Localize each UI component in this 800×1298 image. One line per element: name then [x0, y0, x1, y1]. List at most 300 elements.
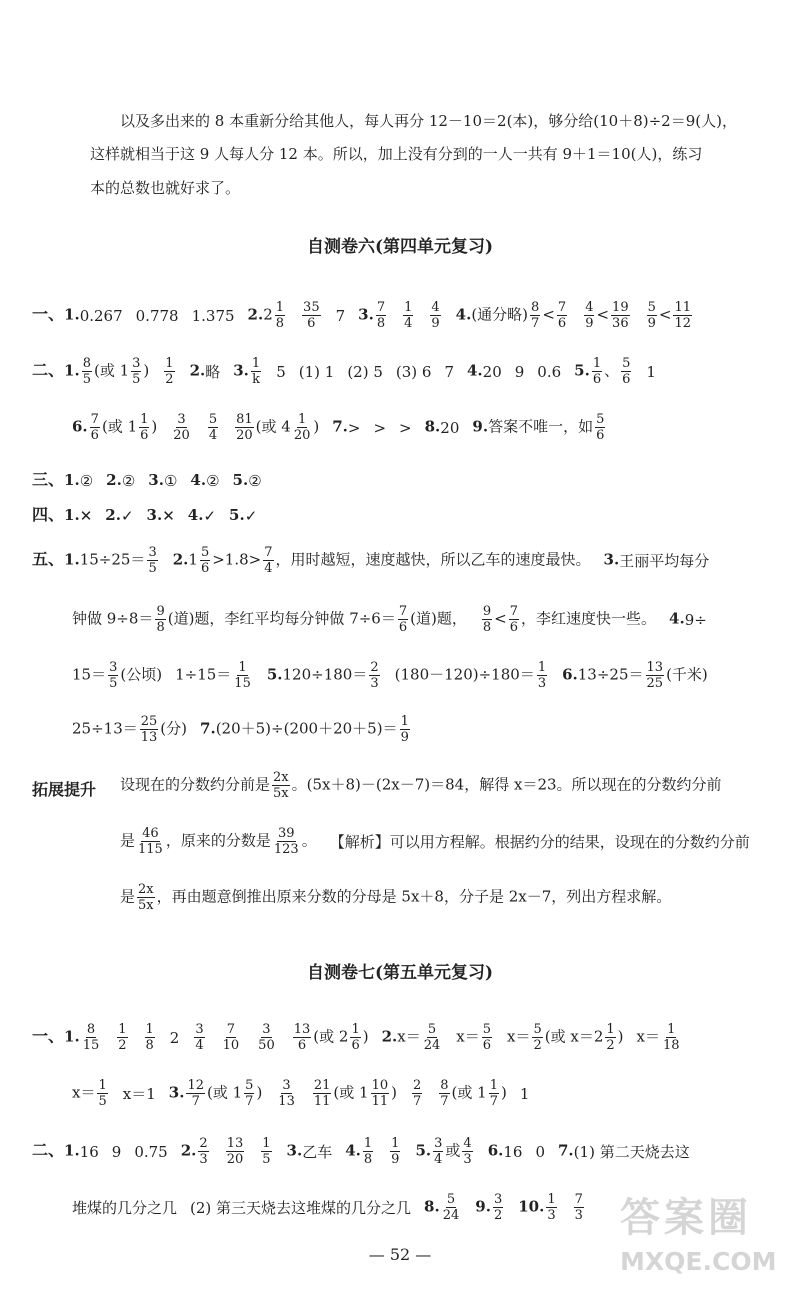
answer-text: 13÷25＝ — [577, 665, 644, 684]
fraction — [509, 604, 519, 635]
fraction-denominator: 10 — [222, 1038, 240, 1053]
answer-text: ) — [362, 1027, 369, 1046]
answer-item — [347, 363, 383, 381]
answer-text: 0 — [535, 1142, 545, 1161]
answer-item — [578, 660, 708, 691]
answer-item — [590, 356, 634, 387]
fraction-numerator: 1 — [547, 1192, 556, 1207]
answer-item — [480, 604, 656, 635]
fraction — [532, 1022, 542, 1053]
fraction-denominator: 6 — [482, 1038, 492, 1053]
answer-text: ) — [143, 361, 150, 380]
answer-item — [444, 363, 454, 381]
fraction-numerator: 3 — [148, 545, 157, 560]
answer-item — [431, 1136, 475, 1167]
answer-item — [120, 826, 317, 857]
question-number: 5. — [266, 665, 283, 684]
watermark-logo — [620, 1192, 790, 1292]
fraction — [430, 300, 440, 331]
fraction-denominator: 15 — [234, 676, 251, 691]
question-number: 6. — [487, 1141, 504, 1160]
answer-item — [471, 300, 569, 331]
question-number: 5. — [574, 361, 590, 380]
fraction-numerator: 81 — [236, 412, 253, 427]
answer-text: (20＋5)÷(200＋20＋5)＝ — [215, 719, 398, 738]
answer-text: (180－120)÷180＝ — [394, 665, 535, 684]
fraction-numerator: 9 — [156, 604, 165, 619]
fraction-denominator: 4 — [195, 1038, 204, 1053]
fraction-denominator: 24 — [442, 1208, 460, 1223]
answer-text: ✕ — [162, 507, 175, 525]
fraction-denominator: 8 — [363, 1152, 373, 1167]
answer-item — [488, 412, 607, 443]
answer-item — [373, 419, 386, 437]
answer-text: 答案不唯一，如 — [488, 417, 594, 436]
answer-text: (1) 1 — [298, 362, 335, 381]
fraction-denominator: 50 — [258, 1038, 275, 1053]
fraction — [400, 714, 410, 745]
section-title-6: 自测卷六(第四单元复习) — [306, 237, 494, 257]
answer-item — [397, 1022, 443, 1053]
answer-item — [162, 356, 176, 387]
fraction-denominator: 36 — [612, 316, 629, 331]
fraction-numerator: 3 — [493, 1192, 503, 1207]
fraction — [147, 545, 157, 576]
fraction-denominator: 5x — [138, 898, 154, 913]
fraction-denominator: 3 — [547, 1208, 556, 1223]
fraction-denominator: 115 — [138, 842, 163, 857]
fraction — [439, 1078, 449, 1109]
fraction — [376, 300, 386, 331]
fraction — [489, 1078, 499, 1109]
answer-item — [361, 1136, 375, 1167]
answer-text: > — [347, 418, 361, 437]
answer-item — [374, 300, 388, 331]
fraction — [398, 604, 408, 635]
answer-item — [164, 472, 177, 490]
answer-row — [32, 545, 722, 576]
answer-text: (2) 5 — [347, 362, 383, 381]
fraction-denominator: 3 — [199, 1152, 208, 1167]
fraction-denominator: 9 — [585, 316, 594, 331]
fraction — [363, 1136, 373, 1167]
answer-text: (3) 6 — [395, 362, 432, 381]
fraction-numerator: 1 — [391, 1136, 400, 1151]
answer-text: ② — [121, 472, 136, 490]
fraction — [263, 545, 273, 576]
answer-text: x＝ — [397, 1027, 421, 1046]
fraction-denominator: 9 — [647, 316, 656, 331]
fraction-denominator: 8 — [145, 1038, 154, 1053]
answer-item — [72, 604, 467, 635]
answer-text: 120÷180＝ — [282, 665, 368, 684]
fraction — [277, 1078, 296, 1109]
fraction-numerator: 39 — [278, 826, 295, 841]
fraction-numerator: 3 — [262, 1022, 271, 1037]
fraction-denominator: 5 — [262, 1152, 271, 1167]
fraction-denominator: 8 — [275, 316, 285, 331]
answer-text: x＝ — [456, 1027, 480, 1046]
fraction-numerator: 2x — [273, 770, 289, 785]
answer-text: 5 — [276, 362, 286, 381]
answer-item — [205, 361, 220, 382]
fraction-numerator: 8 — [86, 1022, 96, 1037]
answer-text: 1.375 — [191, 306, 235, 325]
question-number: 10. — [518, 1197, 545, 1216]
fraction-numerator: 2 — [412, 1078, 422, 1093]
fraction — [97, 1078, 107, 1109]
fraction-numerator: 19 — [612, 300, 629, 315]
fraction — [137, 882, 155, 913]
answer-text: (道)题， — [410, 609, 467, 628]
fraction-denominator: 3 — [370, 676, 379, 691]
question-number: 1. — [64, 361, 80, 380]
answer-item — [537, 363, 561, 381]
answer-text: 0.778 — [135, 306, 179, 325]
answer-text: 1 — [646, 362, 656, 381]
section-title-7: 自测卷七(第五单元复习) — [306, 963, 494, 983]
answer-text: ，李红速度快一些。 — [521, 609, 657, 628]
watermark-top: 答案圈 — [620, 1195, 752, 1241]
answer-row — [32, 1022, 696, 1053]
question-number: 4. — [187, 506, 204, 524]
fraction — [369, 660, 379, 691]
answer-text: ② — [206, 472, 220, 490]
answer-text: 。 — [301, 831, 317, 850]
question-number: 5. — [232, 471, 249, 489]
fraction-numerator: 9 — [482, 604, 492, 619]
fraction-numerator: 1 — [667, 1022, 676, 1037]
answer-item — [196, 1136, 210, 1167]
section-number: 一、 — [32, 304, 65, 324]
question-number: 2. — [247, 305, 264, 324]
answer-text: 略 — [205, 363, 221, 381]
fraction — [537, 660, 547, 691]
answer-text: >1.8> — [212, 550, 262, 569]
fraction — [261, 1136, 271, 1167]
fraction-denominator: 9 — [400, 730, 409, 745]
fraction-numerator: 25 — [140, 714, 158, 729]
answer-item — [440, 419, 459, 437]
answer-text: 钟做 9÷8＝ — [72, 609, 154, 628]
fraction-denominator: 5 — [109, 676, 118, 691]
fraction-denominator: 4 — [264, 561, 273, 576]
answer-item — [410, 1078, 424, 1109]
fraction-numerator: 2 — [199, 1136, 208, 1151]
fraction-denominator: 8 — [376, 316, 386, 331]
answer-item — [120, 770, 722, 801]
fraction — [164, 356, 174, 387]
answer-item — [515, 363, 525, 381]
answer-row — [32, 1136, 703, 1167]
fraction-numerator: 5 — [482, 1022, 492, 1037]
answer-text: 7 — [444, 362, 454, 381]
answer-item — [283, 660, 382, 691]
answer-item — [120, 882, 671, 913]
section-number: 二、 — [32, 1140, 65, 1160]
answer-item — [72, 714, 187, 745]
fraction-numerator: 3 — [434, 1136, 443, 1151]
fraction-denominator: 8 — [482, 620, 492, 635]
fraction-denominator: 2 — [493, 1208, 503, 1223]
fraction-numerator: 5 — [446, 1192, 456, 1207]
question-number: 3. — [146, 506, 163, 524]
answer-item — [190, 1197, 411, 1218]
fraction-denominator: 7 — [489, 1094, 498, 1109]
fraction — [557, 300, 567, 331]
fraction — [442, 1192, 461, 1223]
fraction-numerator: 13 — [226, 1136, 244, 1151]
fraction — [222, 1022, 241, 1053]
question-number: 4. — [669, 609, 685, 628]
intro-line-1: 以及多出来的 8 本重新分给其他人，每人再分 12－10＝2(本)，够分给(10＋8)÷2＝9(人)， — [120, 112, 737, 130]
fraction-numerator: 3 — [132, 356, 141, 371]
fraction-numerator: 3 — [195, 1022, 204, 1037]
answer-item — [192, 1022, 206, 1053]
answer-text: 9 — [111, 1142, 122, 1161]
answer-row — [72, 714, 425, 745]
extension-line-3 — [120, 882, 684, 913]
answer-text: 15÷25＝ — [79, 550, 146, 569]
answer-text: 1 — [519, 1084, 530, 1103]
answer-text: 是 — [120, 831, 136, 850]
fraction — [482, 604, 492, 635]
answer-item — [582, 300, 631, 331]
answer-text: ② — [79, 472, 94, 490]
answer-item — [503, 1143, 522, 1161]
answer-item — [162, 507, 175, 525]
answer-text: (或 2 — [313, 1027, 349, 1046]
question-number: 3. — [233, 361, 249, 380]
answer-row — [32, 502, 270, 525]
fraction — [208, 412, 218, 443]
section-number: 三、 — [32, 470, 65, 489]
answer-item — [136, 307, 179, 325]
answer-item — [184, 1078, 262, 1109]
answer-text: ✕ — [79, 507, 93, 525]
fraction-numerator: 21 — [313, 1078, 331, 1093]
fraction-numerator: 1 — [140, 412, 149, 427]
answer-item — [348, 419, 361, 437]
fraction-numerator: 1 — [118, 1022, 127, 1037]
answer-text: < — [596, 305, 610, 324]
fraction — [200, 545, 210, 576]
fraction-denominator: 6 — [398, 620, 408, 635]
answer-item — [80, 356, 150, 387]
answer-item — [535, 1143, 545, 1161]
answer-text: x＝ — [636, 1027, 660, 1046]
fraction-denominator: 20 — [293, 428, 311, 443]
fraction-numerator: 46 — [142, 826, 159, 841]
answer-text: ② — [248, 472, 262, 490]
fraction — [273, 826, 300, 857]
question-number: 1. — [64, 1141, 80, 1160]
fraction-denominator: 7 — [531, 316, 540, 331]
fraction-denominator: 7 — [440, 1094, 449, 1109]
fraction — [390, 1136, 400, 1167]
answer-text: x＝ — [507, 1027, 531, 1046]
answer-text: 9 — [514, 362, 525, 381]
fraction — [546, 1192, 556, 1223]
fraction-denominator: 6 — [351, 1038, 360, 1053]
fraction-numerator: 2x — [138, 882, 154, 897]
answer-row — [72, 1192, 599, 1223]
fraction — [673, 300, 692, 331]
answer-text: ) — [151, 417, 158, 436]
answer-text: ) — [391, 1083, 397, 1102]
fraction — [423, 1022, 442, 1053]
fraction-numerator: 1 — [145, 1022, 154, 1037]
question-number: 9. — [475, 1197, 491, 1216]
fraction — [131, 356, 141, 387]
fraction-numerator: 1 — [98, 1078, 107, 1093]
answer-text: 设现在的分数约分前是 — [120, 775, 271, 794]
answer-item — [175, 660, 254, 691]
fraction — [662, 1022, 681, 1053]
fraction-numerator: 5 — [596, 412, 605, 427]
fraction-denominator: 18 — [663, 1038, 680, 1053]
answer-text: 0.267 — [79, 306, 123, 325]
question-number: 2. — [172, 550, 189, 569]
fraction-denominator: 6 — [297, 1038, 307, 1053]
fraction-numerator: 5 — [533, 1022, 542, 1037]
intro-line-2: 这样就相当于这 9 人每人分 12 本。所以，加上没有分到的一人一共有 9＋1＝10(人)，练习 — [90, 145, 703, 163]
section-number: 四、 — [32, 505, 65, 524]
answer-text: (通分略) — [471, 305, 529, 324]
fraction-numerator: 7 — [574, 1192, 583, 1207]
fraction — [302, 300, 321, 331]
fraction-numerator: 2 — [370, 660, 379, 675]
question-number: 1. — [64, 305, 80, 324]
fraction-denominator: 7 — [191, 1094, 200, 1109]
answer-item — [112, 1143, 122, 1161]
fraction-denominator: 3 — [463, 1152, 472, 1167]
fraction-denominator: 7 — [412, 1094, 422, 1109]
fraction-numerator: 7 — [90, 412, 99, 427]
fraction-denominator: 6 — [557, 316, 567, 331]
answer-item — [302, 1141, 332, 1162]
whole-number: 2 — [263, 305, 273, 324]
fraction-denominator: 11 — [371, 1094, 389, 1109]
fraction-numerator: 7 — [398, 604, 408, 619]
fraction — [595, 412, 605, 443]
fraction — [155, 604, 165, 635]
answer-item — [507, 1022, 624, 1053]
fraction-numerator: 35 — [303, 300, 320, 315]
answer-item — [330, 831, 750, 852]
answer-item — [72, 1078, 110, 1109]
answer-item — [143, 1022, 157, 1053]
fraction-denominator: 12 — [674, 316, 691, 331]
fraction-denominator: 5 — [148, 561, 157, 576]
answer-text: 15＝ — [72, 665, 107, 684]
question-number: 1. — [64, 1027, 80, 1046]
fraction-denominator: 2 — [533, 1038, 542, 1053]
intro-line-3: 本的总数也就好求了。 — [90, 179, 241, 197]
answer-text: (分) — [160, 719, 188, 738]
fraction-denominator: 5 — [132, 372, 141, 387]
fraction-denominator: 3 — [574, 1208, 583, 1223]
fraction-numerator: 1 — [238, 660, 247, 675]
question-number: 9. — [472, 417, 489, 436]
fraction-numerator: 1 — [537, 660, 547, 675]
answer-item — [259, 1136, 273, 1167]
question-number: 7. — [558, 1141, 574, 1160]
question-number: 7. — [332, 417, 348, 436]
fraction-numerator: 1 — [165, 356, 174, 371]
answer-item — [80, 472, 93, 490]
fraction — [108, 660, 118, 691]
answer-text: ) — [313, 417, 320, 436]
question-number: 1. — [64, 550, 80, 569]
question-number: 4. — [466, 361, 483, 380]
fraction-denominator: 3 — [537, 676, 547, 691]
fraction-numerator: 7 — [509, 604, 518, 619]
fraction — [293, 412, 312, 443]
fraction-denominator: 20 — [173, 428, 190, 443]
fraction-numerator: 1 — [489, 1078, 498, 1093]
fraction-denominator: 11 — [313, 1094, 331, 1109]
fraction-denominator: 5 — [98, 1094, 107, 1109]
fraction-numerator: 8 — [82, 356, 91, 371]
fraction — [605, 1022, 615, 1053]
answer-text: 王丽平均每分 — [619, 552, 710, 570]
answer-text: ✓ — [120, 507, 134, 525]
fraction-denominator: 5 — [82, 372, 91, 387]
fraction — [462, 1136, 472, 1167]
fraction-numerator: 7 — [557, 300, 567, 315]
extension-line-1 — [120, 770, 735, 801]
question-number: 2. — [189, 361, 206, 380]
answer-item — [311, 1078, 397, 1109]
fraction-numerator: 1 — [251, 356, 261, 371]
fraction-denominator: 4 — [208, 428, 218, 443]
fraction — [272, 770, 290, 801]
answer-item — [88, 412, 158, 443]
fraction-numerator: 7 — [226, 1022, 236, 1037]
fraction-denominator: 2 — [165, 372, 174, 387]
question-number: 2. — [106, 471, 122, 489]
fraction — [646, 660, 665, 691]
answer-text: 是 — [120, 887, 136, 906]
question-number: 1. — [64, 506, 80, 524]
answer-text: 【解析】可以用方程解。根据约分的结果，设现在的分数约分前 — [329, 833, 750, 851]
fraction — [139, 412, 149, 443]
question-number: 5. — [229, 506, 245, 524]
answer-item — [388, 1136, 402, 1167]
answer-item — [399, 419, 412, 437]
fraction-denominator: 20 — [226, 1152, 244, 1167]
question-number: 8. — [424, 1197, 440, 1216]
answer-item — [248, 472, 261, 490]
answer-item — [544, 1192, 558, 1223]
answer-text: 7 — [335, 306, 346, 325]
answer-item — [72, 1197, 177, 1218]
answer-item — [188, 545, 590, 576]
answer-text: x＝1 — [122, 1085, 156, 1103]
fraction-denominator: 9 — [431, 316, 440, 331]
answer-text: 2 — [169, 1028, 180, 1047]
answer-item — [80, 1143, 99, 1161]
answer-text: 20 — [482, 362, 502, 381]
answer-text: ，用时越短，速度越快，所以乙车的速度最快。 — [275, 550, 591, 569]
fraction-numerator: 4 — [463, 1136, 472, 1151]
answer-text: < — [494, 609, 507, 628]
question-number: 4. — [345, 1141, 361, 1160]
answer-item — [80, 307, 123, 325]
answer-text: 9÷ — [684, 610, 707, 629]
fraction-numerator: 1 — [606, 1022, 615, 1037]
